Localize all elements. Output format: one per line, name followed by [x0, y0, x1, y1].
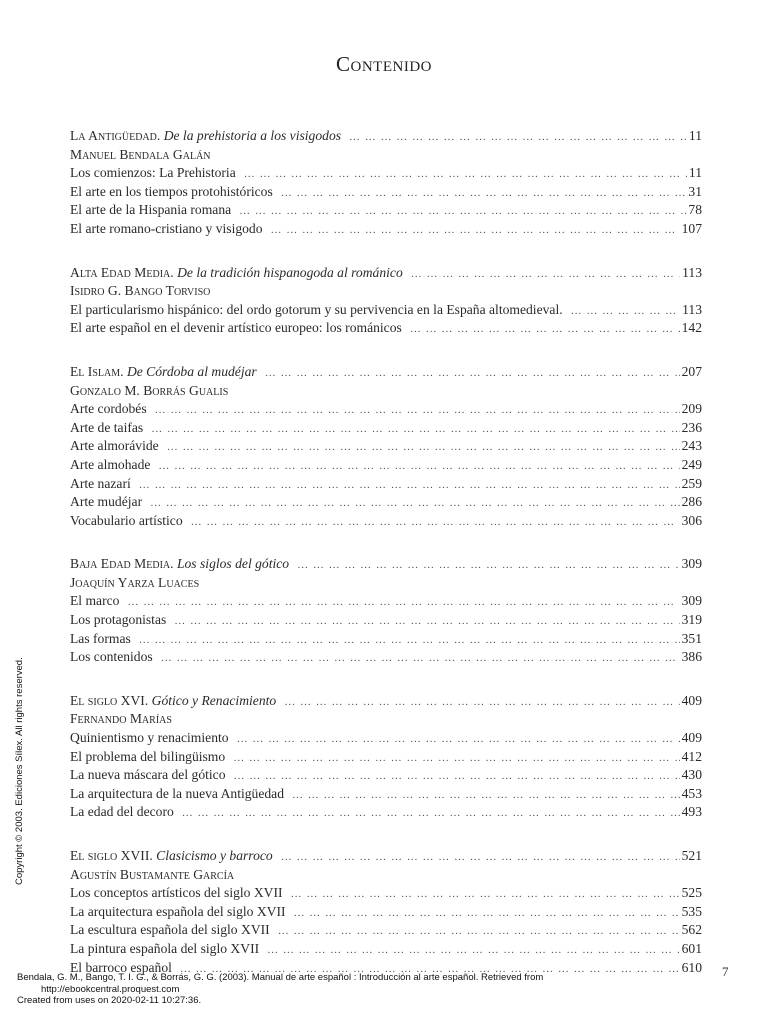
dot-leader [349, 128, 687, 147]
section-author: Manuel Bendala Galán [70, 146, 211, 162]
page-ref: 113 [682, 264, 702, 280]
page-ref: 78 [688, 202, 702, 218]
entry-label: Las formas [70, 630, 131, 646]
entry-label: Quinientismo y renacimiento [70, 730, 229, 746]
entry-label: Los conceptos artísticos del siglo XVII [70, 885, 283, 901]
section-heading [70, 363, 257, 382]
toc-entry[interactable] [70, 803, 702, 822]
dot-leader [155, 401, 680, 420]
dot-leader [158, 457, 679, 476]
section-heading [70, 692, 276, 711]
dot-leader [234, 767, 680, 786]
section-subtitle: De la tradición hispanogoda al románico [177, 264, 403, 280]
dot-leader [167, 438, 680, 457]
section-heading-row[interactable] [70, 363, 702, 382]
entry-label: El particularismo hispánico: del ordo gotorum y su pervivencia en la España altomedieval. [70, 301, 563, 317]
page-ref: 113 [682, 301, 702, 317]
page-ref: 142 [681, 320, 702, 336]
dot-leader [297, 556, 680, 575]
page-ref: 453 [681, 785, 702, 801]
section-author: Joaquín Yarza Luaces [70, 574, 200, 590]
entry-label: El marco [70, 593, 120, 609]
section-heading-row[interactable] [70, 847, 702, 866]
entry-label: El arte español en el devenir artístico europeo: los románicos [70, 320, 402, 336]
page-ref: 409 [681, 692, 702, 708]
page-ref: 243 [681, 438, 702, 454]
citation-created: Created from uses on 2020-02-11 10:27:36. [17, 995, 202, 1006]
entry-label: Los protagonistas [70, 612, 167, 628]
section-period: La Antigüedad. [70, 128, 161, 143]
page-ref: 493 [681, 804, 702, 820]
page-ref: 601 [681, 940, 702, 956]
dot-leader [244, 165, 687, 184]
section-heading [70, 264, 403, 283]
page-ref: 11 [688, 128, 702, 143]
page-ref: 319 [681, 612, 702, 628]
page-ref: 11 [688, 165, 702, 181]
toc-section-baja-edad-media [70, 555, 702, 667]
dot-leader [278, 922, 680, 941]
dot-leader [139, 476, 680, 495]
page-ref: 107 [681, 220, 702, 236]
page-ref: 309 [681, 556, 702, 572]
entry-label: La edad del decoro [70, 804, 174, 820]
entry-label: Arte mudéjar [70, 494, 143, 510]
dot-leader [281, 184, 687, 203]
entry-label: Vocabulario artístico [70, 512, 183, 528]
entry-label: La arquitectura de la nueva Antigüedad [70, 785, 285, 801]
toc-section-antiguedad [70, 127, 702, 239]
entry-label: Arte cordobés [70, 401, 147, 417]
dot-leader [150, 494, 680, 513]
entry-label: Arte almohade [70, 456, 151, 472]
entry-label: Los comienzos: La Prehistoria [70, 165, 236, 181]
toc-entry[interactable] [70, 456, 702, 475]
entry-label: El arte en los tiempos protohistóricos [70, 183, 273, 199]
toc-entry[interactable] [70, 903, 702, 922]
toc-entry[interactable] [70, 419, 702, 438]
table-of-contents [70, 127, 702, 1002]
section-heading [70, 555, 289, 574]
toc-entry[interactable] [70, 437, 702, 456]
dot-leader [284, 693, 679, 712]
page-ref: 535 [681, 903, 702, 919]
section-heading-row[interactable] [70, 264, 702, 283]
page-ref: 430 [681, 767, 702, 783]
toc-entry[interactable] [70, 475, 702, 494]
dot-leader [265, 364, 680, 383]
section-author: Fernando Marías [70, 711, 172, 727]
citation-line: Bendala, G. M., Bango, T. I. G., & Borrás, G. G. (2003). Manual de arte español : Introducción al arte español. Retrieved from [17, 972, 544, 983]
section-subtitle: Clasicismo y barroco [156, 848, 273, 863]
page-ref: 209 [681, 401, 702, 417]
toc-entry[interactable] [70, 611, 702, 630]
page-ref: 306 [681, 512, 702, 528]
section-heading-row[interactable] [70, 127, 702, 146]
toc-entry[interactable] [70, 592, 702, 611]
dot-leader [292, 786, 680, 805]
dot-leader [191, 513, 680, 532]
toc-entry[interactable] [70, 940, 702, 959]
entry-label: Los contenidos [70, 649, 153, 665]
page-ref: 249 [681, 456, 702, 472]
toc-entry[interactable] [70, 729, 702, 748]
dot-leader [267, 941, 679, 960]
dot-leader [182, 804, 680, 823]
dot-leader [127, 593, 679, 612]
toc-entry[interactable] [70, 201, 702, 220]
dot-leader [151, 420, 679, 439]
entry-label: La nueva máscara del gótico [70, 767, 226, 783]
toc-entry[interactable] [70, 493, 702, 512]
page-ref: 409 [681, 730, 702, 746]
section-subtitle: Los siglos del gótico [176, 556, 290, 572]
dot-leader [411, 265, 680, 284]
dot-leader [233, 749, 679, 768]
toc-entry[interactable] [70, 748, 702, 767]
section-heading-row[interactable] [70, 555, 702, 574]
section-heading [70, 127, 341, 146]
toc-section-islam [70, 363, 702, 530]
page-ref: 207 [681, 363, 702, 379]
section-subtitle: De la prehistoria a los visigodos [163, 128, 342, 143]
entry-label: El arte de la Hispania romana [70, 202, 232, 218]
entry-label: Arte almorávide [70, 438, 159, 454]
page-ref: 610 [681, 959, 702, 975]
toc-entry[interactable] [70, 164, 702, 183]
section-period: El Islam. [70, 363, 124, 379]
page-ref: 286 [681, 494, 702, 510]
section-period: El siglo XVII. [70, 848, 153, 863]
toc-entry[interactable] [70, 766, 702, 785]
toc-entry[interactable] [70, 648, 702, 667]
entry-label: Arte de taifas [70, 419, 144, 435]
entry-label: La escultura española del siglo XVII [70, 922, 270, 938]
toc-entry[interactable] [70, 512, 702, 531]
page-ref: 31 [688, 183, 702, 199]
toc-entry[interactable] [70, 319, 702, 338]
toc-entry[interactable] [70, 921, 702, 940]
entry-label: La pintura española del siglo XVII [70, 940, 260, 956]
toc-section-siglo-xvi [70, 692, 702, 822]
page-ref: 562 [681, 922, 702, 938]
toc-section-siglo-xvii [70, 847, 702, 977]
page-ref: 386 [681, 649, 702, 665]
dot-leader [294, 904, 680, 923]
section-period: Baja Edad Media. [70, 556, 174, 572]
dot-leader [239, 202, 686, 221]
section-author: Gonzalo M. Borrás Gualis [70, 382, 229, 398]
toc-entry[interactable] [70, 630, 702, 649]
toc-entry[interactable] [70, 301, 702, 320]
page-ref: 525 [681, 885, 702, 901]
section-subtitle: De Córdoba al mudéjar [126, 363, 257, 379]
entry-label: Arte nazarí [70, 475, 131, 491]
page-number: 7 [722, 964, 729, 979]
toc-entry[interactable] [70, 220, 702, 239]
page-ref: 259 [681, 475, 702, 491]
toc-section-alta-edad-media [70, 264, 702, 338]
page-ref: 309 [681, 593, 702, 609]
section-heading-row[interactable] [70, 692, 702, 711]
dot-leader [271, 221, 680, 240]
section-heading [70, 847, 273, 866]
page-ref: 521 [681, 848, 702, 863]
dot-leader [281, 848, 680, 867]
page-title: Contenido [336, 52, 432, 76]
dot-leader [161, 649, 680, 668]
entry-label: El problema del bilingüismo [70, 748, 226, 764]
toc-entry[interactable] [70, 785, 702, 804]
page-ref: 351 [681, 630, 702, 646]
section-subtitle: Gótico y Renacimiento [151, 692, 277, 708]
section-author: Isidro G. Bango Torviso [70, 283, 211, 299]
page-ref: 412 [681, 748, 702, 764]
toc-entry[interactable] [70, 400, 702, 419]
section-author: Agustín Bustamante García [70, 866, 235, 882]
dot-leader [237, 730, 680, 749]
dot-leader [291, 885, 680, 904]
toc-entry[interactable] [70, 183, 702, 202]
citation-url[interactable]: http://ebookcentral.proquest.com [41, 983, 180, 995]
dot-leader [410, 320, 680, 339]
dot-leader [571, 302, 680, 321]
section-period: El siglo XVI. [70, 692, 149, 708]
toc-entry[interactable] [70, 884, 702, 903]
dot-leader [139, 631, 680, 650]
copyright-notice: Copyright © 2003. Ediciones Sílex. All rights reserved. [14, 657, 25, 885]
section-period: Alta Edad Media. [70, 264, 174, 280]
dot-leader [174, 612, 679, 631]
entry-label: El barroco español [70, 959, 172, 975]
entry-label: La arquitectura española del siglo XVII [70, 903, 286, 919]
entry-label: El arte romano-cristiano y visigodo [70, 220, 263, 236]
page-ref: 236 [681, 419, 702, 435]
citation-footer [17, 972, 717, 1007]
